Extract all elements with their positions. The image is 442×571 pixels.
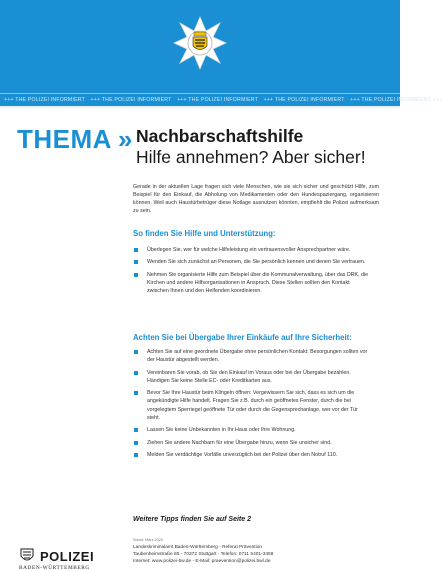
page-title: Nachbarschaftshilfe: [136, 126, 304, 146]
police-star-icon: [172, 3, 228, 87]
bullet-icon: [134, 248, 138, 252]
bullet-icon: [134, 441, 138, 445]
bullet-icon: [134, 453, 138, 457]
section1-heading: So finden Sie Hilfe und Unterstützung:: [133, 229, 276, 238]
list-item: Nehmen Sie organisierte Hilfe zum Beispiel über die Kommunalverwaltung, über das DRK, die Kirchen und andere Hilfsorganisationen in Anspruch. Diese Stellen sollten den Kontakt zwischen Ihnen und den Helfenden koordinieren.: [133, 271, 371, 296]
more-tips-note: Weitere Tipps finden Sie auf Seite 2: [133, 516, 251, 523]
section1-list: [133, 246, 371, 299]
bullet-icon: [134, 428, 138, 432]
footer: [0, 537, 400, 571]
list-item: Melden Sie verdächtige Vorfälle unverzüglich bei der Polizei über den Notruf 110.: [133, 451, 371, 459]
polizei-logo-text: POLIZEI: [40, 549, 95, 564]
contact-address: Landeskriminalamt Baden-Württemberg - Referat Prävention Taubenheimstraße 85 - 70372 Stuttgart - Telefon: 0711 5401-3458 Internet: www.polizei-bw.de - E-Mail: praevention@polizei.bwl.de: [133, 545, 274, 564]
thema-label: THEMA »: [17, 124, 133, 154]
bullet-icon: [134, 350, 138, 354]
list-item: Wenden Sie sich zunächst an Personen, die Sie persönlich kennen und denen Sie vertrauen.: [133, 258, 371, 266]
bullet-icon: [134, 391, 138, 395]
list-item: Lassen Sie keine Unbekannten in Ihr Haus oder Ihre Wohnung.: [133, 426, 371, 434]
list-item: Überlegen Sie, wer für welche Hilfeleistung ein vertrauensvoller Ansprechpartner wäre.: [133, 246, 371, 254]
state-name: BADEN-WÜRTTEMBERG: [19, 565, 90, 571]
list-item: Vereinbaren Sie vorab, ob Sie den Einkauf im Voraus oder bei der Übergabe bezahlen. Händigen Sie keine Stelle EC- oder Kreditkarten aus.: [133, 369, 371, 386]
ticker-bar: +++ THE POLIZEI INFORMIERT +++ THE POLIZEI INFORMIERT +++ THE POLIZEI INFORMIERT +++ THE POLIZEI INFORMIERT +++ THE POLIZEI INFORMIERT +++: [0, 93, 400, 106]
divider: [0, 106, 400, 108]
bullet-icon: [134, 371, 138, 375]
header-banner: [0, 0, 400, 93]
section2-heading: Achten Sie bei Übergabe Ihrer Einkäufe auf Ihre Sicherheit:: [133, 333, 352, 342]
bullet-icon: [134, 273, 138, 277]
page-subtitle: Hilfe annehmen? Aber sicher!: [136, 147, 366, 167]
state-crest-icon: [18, 547, 36, 565]
date-stamp: Stand: März 2020: [133, 538, 163, 542]
list-item: Achten Sie auf eine geordnete Übergabe ohne persönlichen Kontakt: Besorgungen sollten vor der Haustür abgestellt werden.: [133, 348, 371, 365]
list-item: Bevor Sie Ihre Haustür beim Klingeln öffnen: Vergewissern Sie sich, dass es sich um die angekündigte Hilfe handelt. Fragen Sie z.B. durch ein geöffnetes Fenster, durch die bei vorgelegtem Sperriegel geöffnete Tür oder durch die Gegensprechanlage, wer vor der Tür steht.: [133, 389, 371, 422]
bullet-icon: [134, 260, 138, 264]
intro-paragraph: Gerade in der aktuellen Lage fragen sich viele Menschen, wie sie sich sicher und geschützt Hilfe, zum Beispiel für den Einkauf, die Abholung von Medikamenten oder den Hundespaziergang, organisieren können. Weil auch Haustürbetrüger diese Notlage ausnutzen könnten, empfiehlt die Polizei aufmerksam zu sein.: [133, 184, 379, 215]
list-item: Ziehen Sie andere Nachbarn für eine Übergabe hinzu, wenn Sie unsicher sind.: [133, 439, 371, 447]
section2-list: [133, 348, 371, 463]
